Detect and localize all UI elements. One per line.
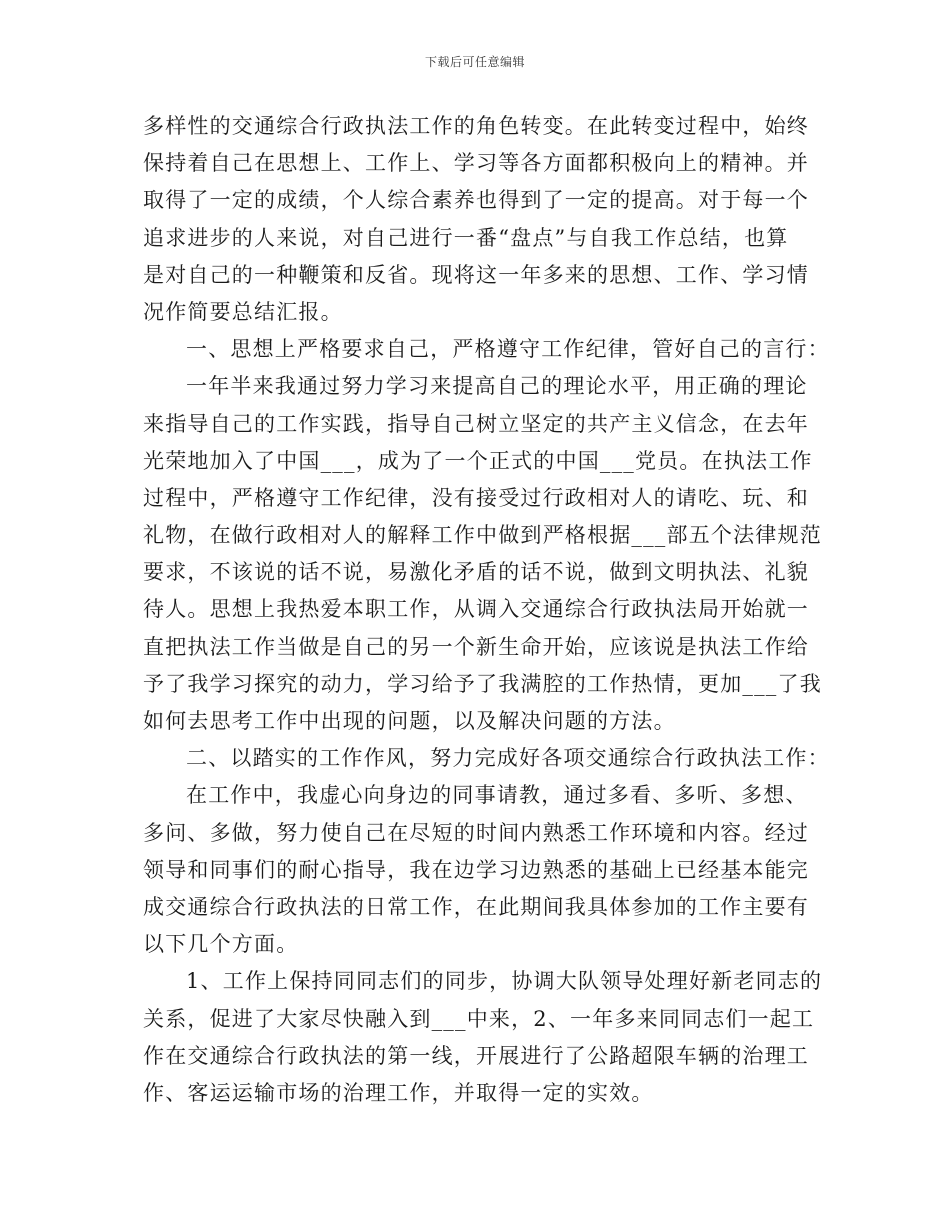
text-line: 直把执法工作当做是自己的另一个新生命开始，应该说是执法工作给 xyxy=(143,634,809,659)
text-line: 以下几个方面。 xyxy=(143,932,299,957)
document-body xyxy=(143,108,830,1112)
text-line: 领导和同事们的耐心指导，我在边学习边熟悉的基础上已经基本能完 xyxy=(143,857,809,882)
text-line: 一年半来我通过努力学习来提高自己的理论水平，用正确的理论 xyxy=(186,374,808,399)
text-line: 待人。思想上我热爱本职工作，从调入交通综合行政执法局开始就一 xyxy=(143,597,809,622)
section-heading: 一、思想上严格要求自己，严格遵守工作纪律，管好自己的言行： xyxy=(186,337,830,362)
text-line: 作在交通综合行政执法的第一线，开展进行了公路超限车辆的治理工 xyxy=(143,1043,809,1068)
text-line: 多样性的交通综合行政执法工作的角色转变。在此转变过程中，始终 xyxy=(143,114,809,138)
text-line: 况作简要总结汇报。 xyxy=(143,299,343,324)
text-line: 作、客运运输市场的治理工作，并取得一定的实效。 xyxy=(143,1080,654,1105)
text-line: 取得了一定的成绩，个人综合素养也得到了一定的提高。对于每一个 xyxy=(143,188,809,213)
text-line: 如何去思考工作中出现的问题，以及解决问题的方法。 xyxy=(143,709,676,733)
text-line: 成交通综合行政执法的日常工作，在此期间我具体参加的工作主要有 xyxy=(143,894,809,919)
text-line: 要求，不该说的话不说，易激化矛盾的话不说，做到文明执法、礼貌 xyxy=(143,560,809,585)
text-line: 予了我学习探究的动力，学习给予了我满腔的工作热情，更加___了我 xyxy=(143,671,822,696)
text-line: 关系，促进了大家尽快融入到___中来，2、一年多来同同志们一起工 xyxy=(143,1006,815,1031)
text-line: 保持着自己在思想上、工作上、学习等各方面都积极向上的精神。并 xyxy=(143,151,809,176)
text-line: 在工作中，我虚心向身边的同事请教，通过多看、多听、多想、 xyxy=(186,783,808,808)
text-line: 是对自己的一种鞭策和反省。现将这一年多来的思想、工作、学习情 xyxy=(143,262,809,287)
text-line: 来指导自己的工作实践，指导自己树立坚定的共产主义信念，在去年 xyxy=(143,411,809,436)
text-line: 多问、多做，努力使自己在尽短的时间内熟悉工作环境和内容。经过 xyxy=(143,820,809,845)
text-line: 追求进步的人来说，对自己进行一番“盘点”与自我工作总结，也算 xyxy=(143,225,789,250)
section-heading: 二、以踏实的工作作风，努力完成好各项交通综合行政执法工作： xyxy=(186,746,830,771)
text-line: 1、工作上保持同同志们的同步，协调大队领导处理好新老同志的 xyxy=(186,969,823,994)
text-line: 礼物，在做行政相对人的解释工作中做到严格根据___部五个法律规范 xyxy=(143,523,822,548)
text-line: 过程中，严格遵守工作纪律，没有接受过行政相对人的请吃、玩、和 xyxy=(143,485,809,510)
page-header: 下载后可任意编辑 xyxy=(424,55,525,69)
text-line: 光荣地加入了中国___，成为了一个正式的中国___党员。在执法工作 xyxy=(143,448,813,473)
